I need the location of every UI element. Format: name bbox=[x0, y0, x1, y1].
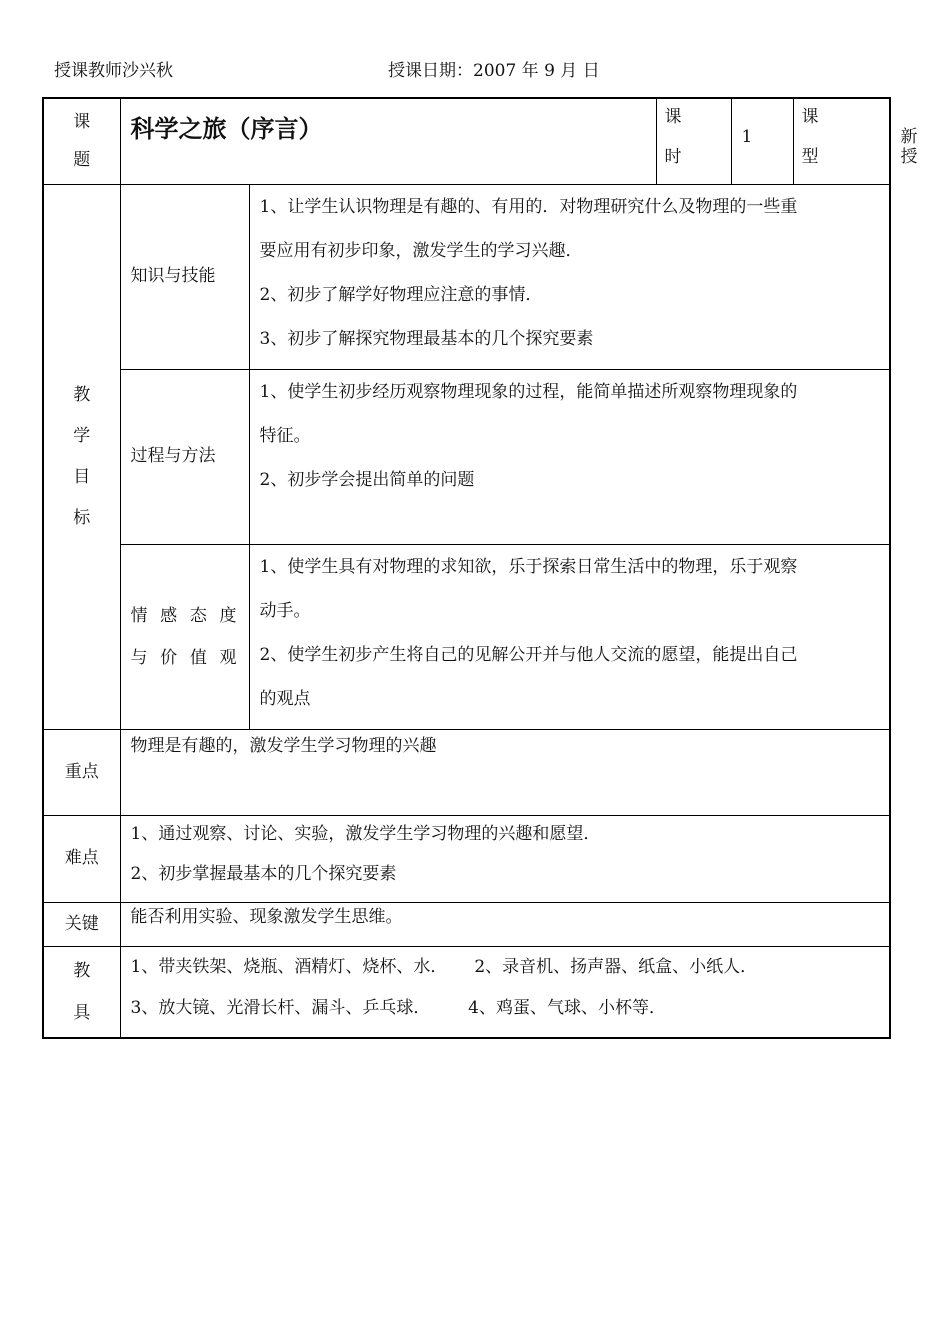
attitude-line-3: 2、使学生初步产生将自己的见解公开并与他人交流的愿望，能提出自己 bbox=[259, 644, 798, 665]
lesson-plan-table-wrapper bbox=[42, 97, 918, 1039]
tools-label-cell bbox=[43, 946, 120, 1038]
difficulty-row bbox=[43, 815, 890, 902]
crux-label: 关键 bbox=[43, 902, 120, 946]
attitude-char: 情 bbox=[130, 605, 148, 626]
topic-label-char-2: 题 bbox=[73, 150, 91, 171]
attitude-char: 感 bbox=[160, 605, 178, 626]
knowledge-line-3: 2、初步了解学好物理应注意的事情． bbox=[259, 284, 543, 305]
difficulty-line-1: 1、通过观察、讨论、实验，激发学生学习物理的兴趣和愿望． bbox=[130, 823, 601, 844]
difficulty-content bbox=[120, 815, 890, 902]
difficulty-label: 难点 bbox=[43, 815, 120, 902]
attitude-char: 价 bbox=[160, 647, 178, 668]
difficulty-line-2: 2、初步掌握最基本的几个探究要素 bbox=[130, 863, 397, 884]
lesson-plan-table bbox=[42, 97, 918, 1039]
tools-label-char-2: 具 bbox=[73, 1002, 91, 1023]
process-label: 过程与方法 bbox=[120, 369, 249, 544]
attitude-content bbox=[249, 544, 890, 729]
attitude-char: 与 bbox=[130, 647, 148, 668]
objective-knowledge-row bbox=[43, 184, 890, 369]
objectives-label-cell bbox=[43, 184, 120, 729]
knowledge-line-4: 3、初步了解探究物理最基本的几个探究要素 bbox=[259, 328, 594, 349]
lesson-date: 授课日期：2007 年 9 月 日 bbox=[388, 61, 600, 81]
key-point-label: 重点 bbox=[43, 729, 120, 815]
process-content bbox=[249, 369, 890, 544]
topic-title: 科学之旅（序言） bbox=[120, 98, 656, 184]
attitude-line-2: 动手。 bbox=[259, 600, 311, 621]
key-point-row bbox=[43, 729, 890, 815]
attitude-label-cell bbox=[120, 544, 249, 729]
knowledge-line-2: 要应用有初步印象，激发学生的学习兴趣． bbox=[259, 240, 583, 261]
type-label-char-1: 课 bbox=[801, 107, 819, 127]
tools-line-1: 1、带夹铁架、烧瓶、酒精灯、烧杯、水． 2、录音机、扬声器、纸盒、小纸人． bbox=[130, 956, 758, 977]
teacher-name: 授课教师沙兴秋 bbox=[54, 61, 173, 81]
topic-label-char-1: 课 bbox=[73, 112, 91, 133]
process-line-2: 特征。 bbox=[259, 425, 311, 446]
key-point-text: 物理是有趣的，激发学生学习物理的兴趣 bbox=[120, 729, 890, 815]
attitude-line-4: 的观点 bbox=[259, 688, 311, 709]
attitude-char: 值 bbox=[189, 647, 207, 668]
hours-label-cell bbox=[656, 98, 731, 184]
type-label-char-2: 型 bbox=[801, 147, 819, 167]
objectives-label-char-3: 目 bbox=[73, 466, 91, 487]
knowledge-label: 知识与技能 bbox=[120, 184, 249, 369]
attitude-char: 度 bbox=[219, 605, 237, 626]
process-line-1: 1、使学生初步经历观察物理现象的过程，能简单描述所观察物理现象的 bbox=[259, 381, 798, 402]
attitude-char: 观 bbox=[219, 647, 237, 668]
objective-attitude-row bbox=[43, 544, 890, 729]
hours-label-char-2: 时 bbox=[664, 147, 682, 167]
tools-row bbox=[43, 946, 890, 1038]
crux-row bbox=[43, 902, 890, 946]
objectives-label-char-2: 学 bbox=[73, 425, 91, 446]
hours-value: 1 bbox=[731, 98, 793, 184]
knowledge-content bbox=[249, 184, 890, 369]
knowledge-line-1: 1、让学生认识物理是有趣的、有用的．对物理研究什么及物理的一些重 bbox=[259, 196, 798, 217]
tools-content bbox=[120, 946, 890, 1038]
process-line-3: 2、初步学会提出简单的问题 bbox=[259, 469, 475, 490]
tools-line-2: 3、放大镜、光滑长杆、漏斗、乒乓球． 4、鸡蛋、气球、小杯等． bbox=[130, 997, 666, 1018]
attitude-line-1: 1、使学生具有对物理的求知欲，乐于探索日常生活中的物理，乐于观察 bbox=[259, 556, 798, 577]
attitude-label-line-2 bbox=[131, 637, 237, 679]
objectives-label-char-1: 教 bbox=[73, 384, 91, 405]
attitude-char: 态 bbox=[189, 605, 207, 626]
topic-row: 课 题 科学之旅（序言） 课 时 1 课 型 新授 bbox=[43, 98, 890, 184]
objective-process-row bbox=[43, 369, 890, 544]
crux-text: 能否利用实验、现象激发学生思维。 bbox=[120, 902, 890, 946]
tools-label-char-1: 教 bbox=[73, 960, 91, 981]
topic-label-cell bbox=[43, 98, 120, 184]
objectives-label-char-4: 标 bbox=[73, 507, 91, 528]
hours-label-char-1: 课 bbox=[664, 107, 682, 127]
attitude-label-line-1 bbox=[131, 595, 237, 637]
type-label-cell bbox=[793, 98, 890, 184]
